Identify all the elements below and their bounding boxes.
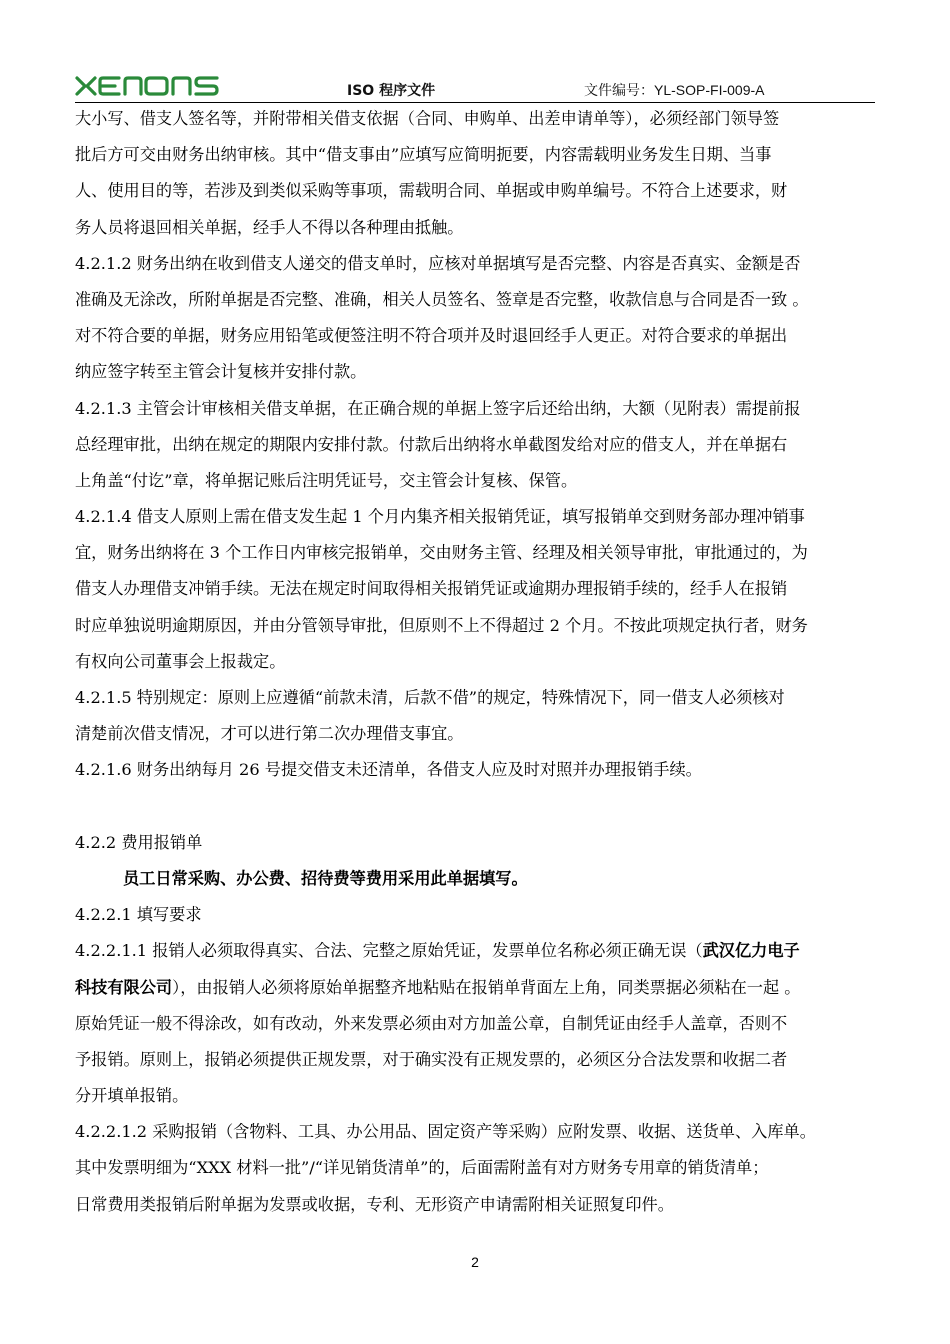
text-line: 纳应签字转至主管会计复核并安排付款。 bbox=[75, 362, 367, 382]
company-name: 武汉亿力电子 bbox=[702, 941, 800, 961]
text-line: 务人员将退回相关单据，经手人不得以各种理由抵触。 bbox=[75, 217, 464, 237]
text-line: 大小写、借支人签名等，并附带相关借支依据（合同、申购单、出差申请单等），必须经部门领导签 bbox=[75, 109, 780, 128]
text-line: 总经理审批，出纳在规定的期限内安排付款。付款后出纳将水单截图发给对应的借支人，并在单据右 bbox=[75, 434, 788, 454]
text-line: 其中发票明细为“XXX 材料一批”/“详见销货清单”的，后面需附盖有对方财务专用章的销货清单； bbox=[75, 1158, 769, 1178]
text-span: ），由报销人必须将原始单据整齐地粘贴在报销单背面左上角，同类票据必须粘在一起 。 bbox=[172, 977, 801, 997]
text-line: 批后方可交由财务出纳审核。其中“借支事由”应填写应简明扼要，内容需载明业务发生日期、当事 bbox=[75, 145, 772, 165]
text-line: 原始凭证一般不得涂改，如有改动，外来发票必须由对方加盖公章，自制凭证由经手人盖章，否则不 bbox=[75, 1013, 788, 1033]
text-line: 4.2.1.4 借支人原则上需在借支发生起 1 个月内集齐相关报销凭证，填写报销单交到财务部办理冲销事 bbox=[75, 507, 805, 527]
text-line: 4.2.1.5 特别规定：原则上应遵循“前款未清，后款不借”的规定，特殊情况下，同一借支人必须核对 bbox=[75, 688, 785, 707]
blank-line bbox=[75, 789, 875, 825]
section-title: 4.2.2 费用报销单 bbox=[75, 832, 203, 852]
company-logo bbox=[75, 75, 250, 97]
company-name: 科技有限公司 bbox=[75, 977, 173, 997]
text-line: 清楚前次借支情况，才可以进行第二次办理借支事宜。 bbox=[75, 724, 464, 744]
subsection-title: 4.2.2.1 填写要求 bbox=[75, 905, 202, 925]
text-line: 借支人办理借支冲销手续。无法在规定时间取得相关报销凭证或逾期办理报销手续的，经手人在报销 bbox=[75, 579, 788, 599]
text-line: 时应单独说明逾期原因，并由分管领导审批，但原则不上不得超过 2 个月。不按此项规定执行者，财务 bbox=[75, 615, 808, 635]
text-line bbox=[75, 933, 875, 969]
text-span: 4.2.2.1.1 报销人必须取得真实、合法、完整之原始凭证，发票单位名称必须正确无误（ bbox=[75, 941, 703, 961]
text-line: 上角盖“付讫”章，将单据记账后注明凭证号，交主管会计复核、保管。 bbox=[75, 470, 578, 490]
document-number: 文件编号：YL-SOP-FI-009-A bbox=[584, 82, 765, 98]
text-line: 对不符合要的单据，财务应用铅笔或便签注明不符合项并及时退回经手人更正。对符合要求的单据出 bbox=[75, 326, 788, 346]
document-type-label: ISO 程序文件 bbox=[347, 83, 436, 99]
text-line: 4.2.1.3 主管会计审核相关借支单据，在正确合规的单据上签字后还给出纳，大额（见附表）需提前报 bbox=[75, 398, 801, 418]
text-line: 4.2.2.1.2 采购报销（含物料、工具、办公用品、固定资产等采购）应附发票、收据、送货单、入库单。 bbox=[75, 1122, 816, 1142]
text-line: 有权向公司董事会上报裁定。 bbox=[75, 651, 286, 671]
text-line: 准确及无涂改，所附单据是否完整、准确，相关人员签名、签章是否完整，收款信息与合同是否一致 。 bbox=[75, 289, 809, 309]
text-line: 4.2.1.6 财务出纳每月 26 号提交借支未还清单，各借支人应及时对照并办理报销手续。 bbox=[75, 760, 702, 780]
text-line bbox=[75, 970, 875, 1006]
text-line: 人、使用目的等，若涉及到类似采购等事项，需载明合同、单据或申购单编号。不符合上述要求，财 bbox=[75, 181, 788, 201]
text-line: 予报销。原则上，报销必须提供正规发票，对于确实没有正规发票的，必须区分合法发票和收据二者 bbox=[75, 1049, 788, 1069]
document-body bbox=[75, 101, 875, 1223]
bold-intro: 员工日常采购、办公费、招待费等费用采用此单据填写。 bbox=[123, 868, 528, 888]
text-line: 日常费用类报销后附单据为发票或收据，专利、无形资产申请需附相关证照复印件。 bbox=[75, 1194, 674, 1214]
xenons-logo-graphic bbox=[75, 75, 250, 97]
text-line: 4.2.1.2 财务出纳在收到借支人递交的借支单时，应核对单据填写是否完整、内容是否真实、金额是否 bbox=[75, 253, 801, 273]
page-number: 2 bbox=[471, 1254, 479, 1270]
text-line: 分开填单报销。 bbox=[75, 1086, 189, 1106]
text-line: 宜，财务出纳将在 3 个工作日内审核完报销单，交由财务主管、经理及相关领导审批，审批通过的，为 bbox=[75, 543, 808, 563]
